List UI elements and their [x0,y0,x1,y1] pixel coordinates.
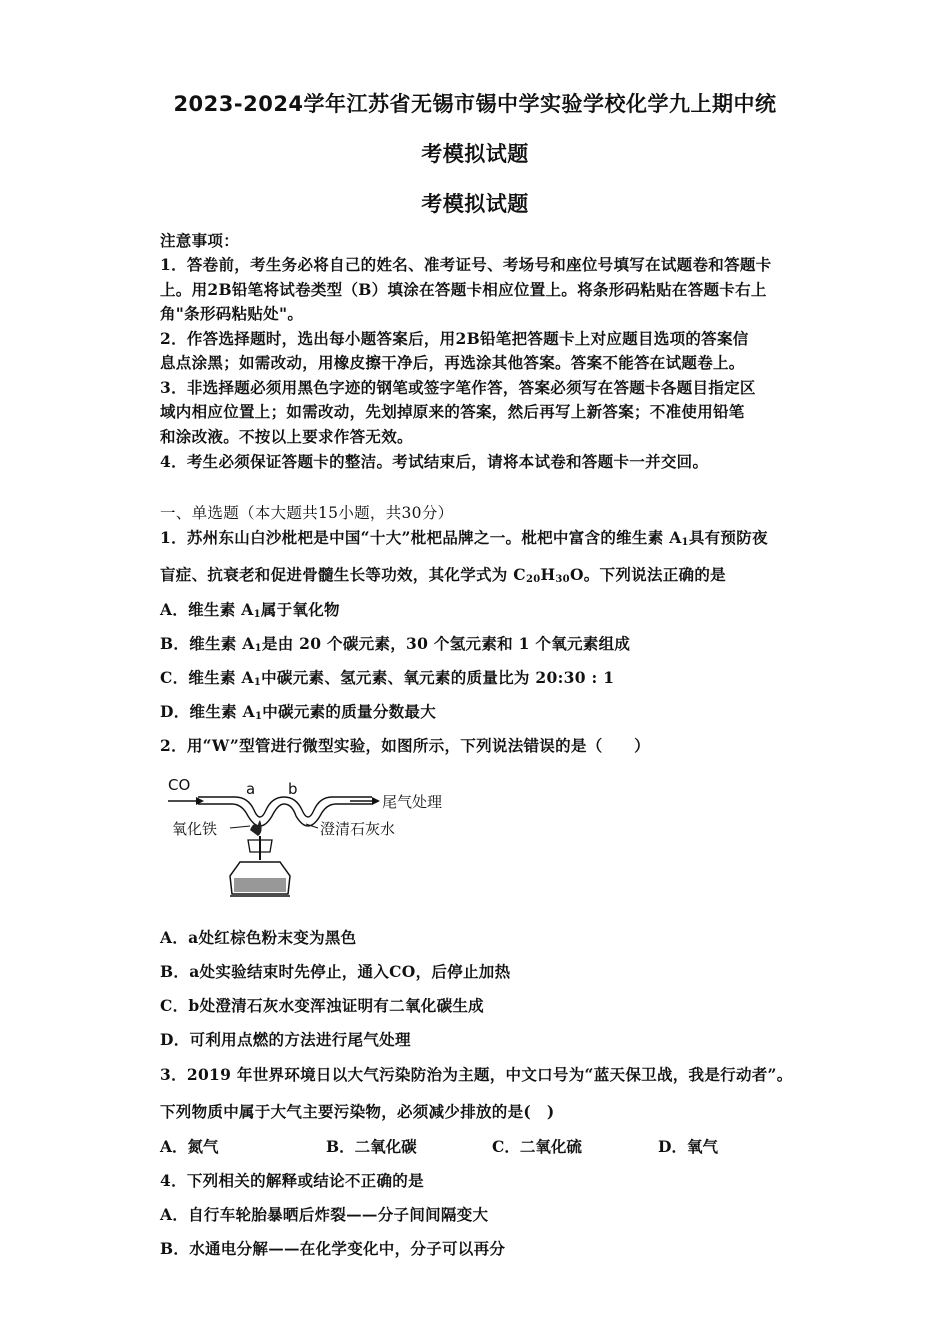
figure-label-tail: 尾气处理 [382,793,443,811]
notice-line: 角"条形码粘贴处"。 [160,304,304,323]
iron-oxide-pointer [230,826,250,828]
q3-option-a: A．氮气 [160,1137,219,1156]
q2-option-b: B．a处实验结束时先停止，通入CO，后停止加热 [160,962,511,981]
w-tube-apparatus-figure [160,770,460,905]
exam-title-line1: 2023-2024学年江苏省无锡市锡中学实验学校化学九上期中统 [173,92,777,116]
notice-line: 1．答卷前，考生务必将自己的姓名、准考证号、考场号和座位号填写在试题卷和答题卡 [160,255,772,274]
q1-option-c: C．维生素 $A_1$中碳元素、氢元素、氧元素的质量比为 20:30 : 1 [160,668,615,688]
q4-option-a: A．自行车轮胎暴晒后炸裂——分子间间隔变大 [160,1205,489,1224]
figure-label-b: b [288,780,298,798]
q1-option-d: D．维生素 $A_1$中碳元素的质量分数最大 [160,702,437,722]
lamp-fuel [234,878,286,892]
q1-stem-line2: 盲症、抗衰老和促进骨髓生长等功效，其化学式为 $C_{20}H_{30}O$。下列说法正确的是 [160,565,726,585]
notice-line: 域内相应位置上；如需改动，先划掉原来的答案，然后再写上新答案；不准使用铅笔 [160,402,745,421]
q2-option-c: C．b处澄清石灰水变浑浊证明有二氧化碳生成 [160,996,484,1015]
w-tube-outer [198,797,372,817]
notice-line: 3．非选择题必须用黑色字迹的钢笔或签字笔作答，答案必须写在答题卡各题目指定区 [160,378,756,397]
q1-stem-line1: 1．苏州东山白沙枇杷是中国“十大”枇杷品牌之一。枇杷中富含的维生素 $A_1$具有预防夜 [160,528,768,548]
notice-line: 2．作答选择题时，选出每小题答案后，用2B铅笔把答题卡上对应题目选项的答案信 [160,329,749,348]
q3-stem-line2: 下列物质中属于大气主要污染物，必须减少排放的是( ) [160,1102,555,1121]
notice-line: 4．考生必须保证答题卡的整洁。考试结束后，请将本试卷和答题卡一并交回。 [160,452,709,471]
q3-option-d: D．氧气 [658,1137,718,1156]
notice-heading: 注意事项： [160,231,240,250]
q2-option-a: A．a处红棕色粉末变为黑色 [160,928,357,947]
q1-option-a: A．维生素 $A_1$属于氧化物 [160,600,340,620]
q3-stem-line1: 3．2019 年世界环境日以大气污染防治为主题，中文口号为“蓝天保卫战，我是行动者”。 [160,1065,793,1084]
notice-line: 息点涂黑；如需改动，用橡皮擦干净后，再选涂其他答案。答案不能答在试题卷上。 [160,353,745,372]
section-heading: 一、单选题（本大题共15小题，共30分） [160,504,454,522]
q3-option-c: C．二氧化硫 [492,1137,582,1156]
q2-option-d: D．可利用点燃的方法进行尾气处理 [160,1030,411,1049]
notice-line: 上。用2B铅笔将试卷类型（B）填涂在答题卡相应位置上。将条形码粘贴在答题卡右上 [160,280,767,299]
figure-label-co: CO [168,776,191,794]
exam-title-line3: 考模拟试题 [421,192,529,216]
notice-line: 和涂改液。不按以上要求作答无效。 [160,427,413,446]
figure-label-iron-oxide: 氧化铁 [172,820,218,838]
tail-arrow-head [372,797,380,805]
figure-label-a: a [246,780,256,798]
q4-stem: 4．下列相关的解释或结论不正确的是 [160,1171,424,1190]
q1-option-b: B．维生素 $A_1$是由 20 个碳元素，30 个氢元素和 1 个氧元素组成 [160,634,631,654]
exam-title-line2: 考模拟试题 [421,142,529,166]
flame-icon [250,820,262,836]
q3-option-b: B．二氧化碳 [326,1137,417,1156]
q2-stem: 2．用“W”型管进行微型实验，如图所示，下列说法错误的是（ ） [160,736,650,755]
figure-label-limewater: 澄清石灰水 [320,820,396,838]
q4-option-b: B．水通电分解——在化学变化中，分子可以再分 [160,1239,506,1258]
